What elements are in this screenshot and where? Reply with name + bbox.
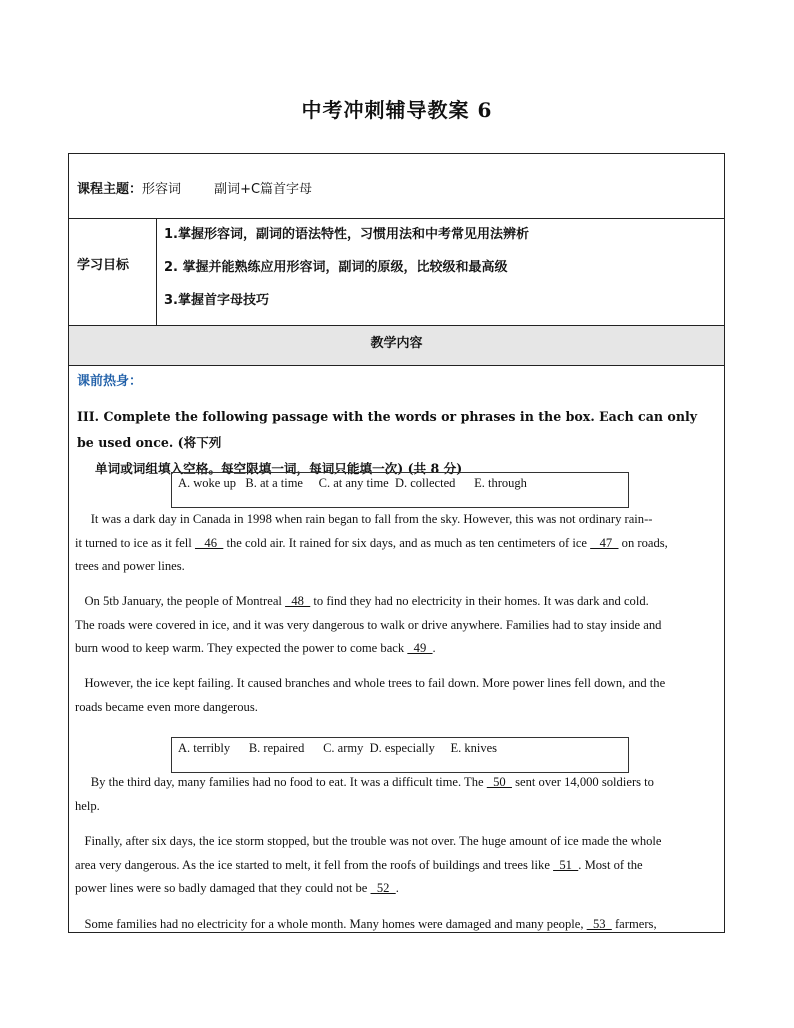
topic-cell bbox=[77, 178, 312, 197]
instruction-line-2: 单词或词组填入空格。每空限填一词，每词只能填一次) (共 8 分) bbox=[95, 461, 463, 476]
p1-line-1: It was a dark day in Canada in 1998 when rain began to fall from the sky. However, this was not ordinary rain-- bbox=[75, 512, 653, 526]
paragraph-2 bbox=[75, 590, 720, 661]
paragraph-5 bbox=[75, 830, 720, 901]
goal-item-1: 1.掌握形容词，副词的语法特性，习惯用法和中考常见用法辨析 bbox=[164, 227, 529, 242]
text: area very dangerous. As the ice started to melt, it fell from the roofs of buildings and trees like bbox=[75, 857, 554, 872]
paragraph-6 bbox=[75, 913, 720, 933]
p4-line-2: help. bbox=[75, 798, 100, 813]
topic-label: 课程主题： bbox=[77, 182, 143, 197]
p5-line-3 bbox=[75, 877, 720, 901]
topic-value: 形容词 副词+C篇首字母 bbox=[142, 182, 313, 197]
content-area bbox=[69, 366, 724, 932]
goals-row bbox=[69, 219, 724, 326]
lesson-plan-table bbox=[68, 153, 725, 933]
p4-line-1 bbox=[75, 771, 720, 795]
blank-51: 51 bbox=[553, 857, 579, 872]
word-box-1: A. woke up B. at a time C. at any time D. collected E. through bbox=[171, 472, 629, 508]
text: to find they had no electricity in their homes. It was dark and cold. bbox=[310, 594, 649, 608]
text: . bbox=[432, 641, 436, 655]
content-header-row bbox=[69, 326, 724, 366]
p2-line-1 bbox=[75, 590, 720, 614]
blank-52: 52 bbox=[370, 881, 396, 895]
p2-line-3 bbox=[75, 637, 720, 661]
paragraph-3 bbox=[75, 672, 720, 719]
p3-line-1: However, the ice kept failing. It caused branches and whole trees to fail down. More power lines fell down, and the bbox=[75, 676, 666, 690]
blank-48: 48 bbox=[285, 594, 311, 608]
p1-line-3: trees and power lines. bbox=[75, 559, 185, 573]
paragraph-4 bbox=[75, 771, 720, 818]
text: burn wood to keep warm. They expected the power to come back bbox=[75, 641, 408, 655]
text: By the third day, many families had no food to eat. It was a difficult time. The bbox=[75, 775, 487, 789]
text: . Most of the bbox=[578, 857, 643, 872]
text: . bbox=[395, 881, 399, 895]
text: farmers, bbox=[611, 917, 657, 931]
topic-row bbox=[69, 154, 724, 219]
blank-53: 53 bbox=[586, 917, 612, 931]
text: the cold air. It rained for six days, and as much as ten centimeters of ice bbox=[223, 535, 591, 550]
page-title: 中考冲刺辅导教案 6 bbox=[301, 98, 493, 122]
p1-line-2 bbox=[75, 532, 720, 556]
p5-line-2 bbox=[75, 854, 720, 878]
warmup-label: 课前热身： bbox=[77, 374, 143, 389]
text: on roads, bbox=[618, 535, 668, 550]
content-header: 教学内容 bbox=[370, 336, 423, 351]
instruction-line-1: III. Complete the following passage with the words or phrases in the box. Each can only be used once. (将下列 bbox=[77, 409, 698, 450]
goal-item-2: 2. 掌握并能熟练应用形容词，副词的原级，比较级和最高级 bbox=[164, 260, 508, 275]
blank-46: 46 bbox=[194, 535, 224, 550]
exercise-instruction bbox=[77, 404, 717, 482]
goals-label: 学习目标 bbox=[69, 219, 157, 325]
blank-49: 49 bbox=[407, 641, 433, 655]
text: Some families had no electricity for a whole month. Many homes were damaged and many people, bbox=[75, 917, 587, 931]
p6-line-1 bbox=[75, 913, 720, 933]
text: power lines were so badly damaged that they could not be bbox=[75, 881, 371, 895]
goal-item-3: 3.掌握首字母技巧 bbox=[164, 293, 269, 308]
p2-line-2: The roads were covered in ice, and it was very dangerous to walk or drive anywhere. Families had to stay inside and bbox=[75, 617, 662, 632]
text: sent over 14,000 soldiers to bbox=[511, 775, 654, 789]
text: it turned to ice as it fell bbox=[75, 535, 195, 550]
blank-47: 47 bbox=[590, 535, 619, 550]
text: On 5tb January, the people of Montreal bbox=[75, 594, 286, 608]
word-box-2: A. terribly B. repaired C. army D. especially E. knives bbox=[171, 737, 629, 773]
blank-50: 50 bbox=[486, 775, 512, 789]
p5-line-1: Finally, after six days, the ice storm stopped, but the trouble was not over. The huge amount of ice made the whole bbox=[75, 834, 662, 848]
p3-line-2: roads became even more dangerous. bbox=[75, 699, 258, 714]
paragraph-1 bbox=[75, 508, 720, 579]
